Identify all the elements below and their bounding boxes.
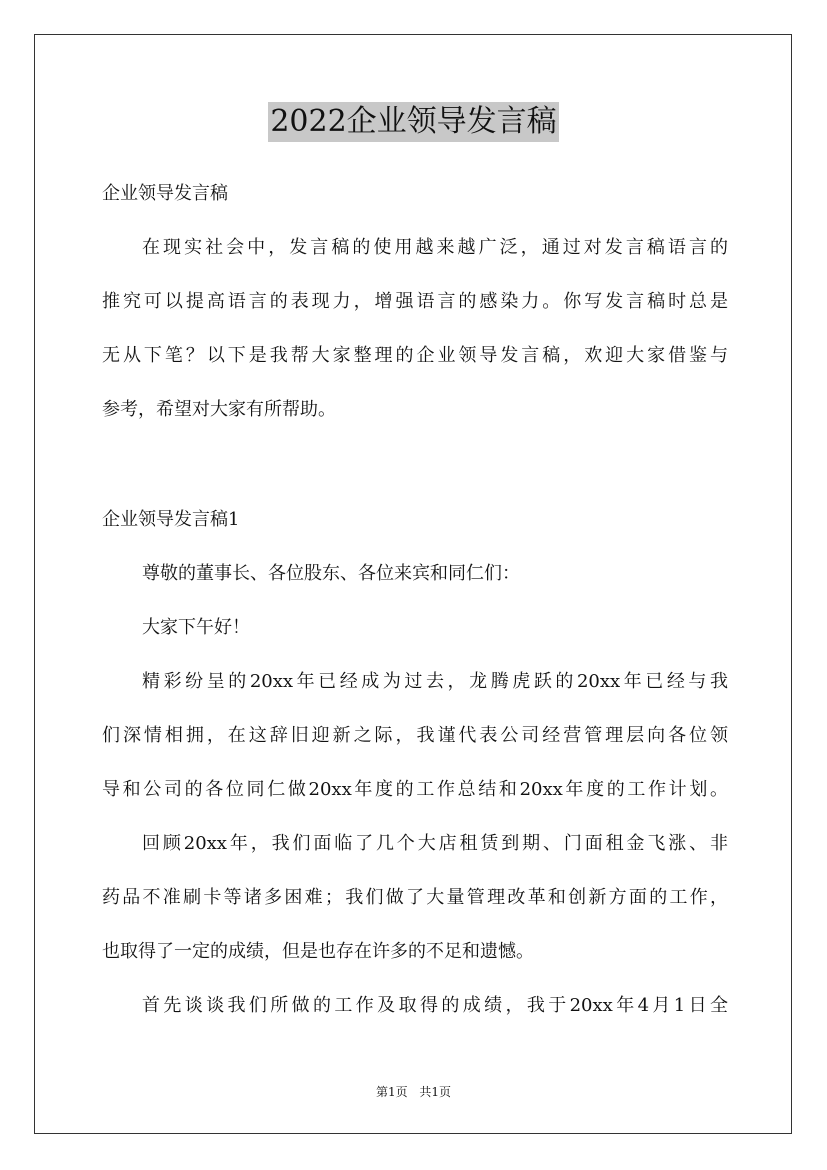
paragraph-line: 们深情相拥，在这辞旧迎新之际，我谨代表公司经营管理层向各位领 — [102, 725, 728, 746]
paragraph-line: 药品不准刷卡等诸多困难；我们做了大量管理改革和创新方面的工作， — [102, 887, 728, 908]
paragraph-line: 无从下笔？以下是我帮大家整理的企业领导发言稿，欢迎大家借鉴与 — [102, 345, 728, 366]
paragraph-line: 精彩纷呈的20xx年已经成为过去，龙腾虎跃的20xx年已经与我 — [142, 671, 728, 692]
page-total: 共1页 — [419, 1085, 452, 1099]
title-container — [0, 102, 827, 142]
salutation-line: 尊敬的董事长、各位股东、各位来宾和同仁们： — [142, 563, 520, 584]
page-number: 第1页 — [375, 1085, 408, 1099]
heading-line: 企业领导发言稿 — [102, 183, 228, 204]
page-footer — [0, 1084, 827, 1100]
paragraph-line: 在现实社会中，发言稿的使用越来越广泛，通过对发言稿语言的 — [142, 237, 728, 258]
paragraph-line: 回顾20xx年，我们面临了几个大店租赁到期、门面租金飞涨、非 — [142, 833, 728, 854]
paragraph-line: 首先谈谈我们所做的工作及取得的成绩，我于20xx年4月1日全 — [142, 995, 728, 1016]
paragraph-line: 导和公司的各位同仁做20xx年度的工作总结和20xx年度的工作计划。 — [102, 779, 728, 800]
paragraph-line: 参考，希望对大家有所帮助。 — [102, 399, 336, 420]
paragraph-line: 推究可以提高语言的表现力，增强语言的感染力。你写发言稿时总是 — [102, 291, 728, 312]
paragraph-line: 也取得了一定的成绩，但是也存在许多的不足和遗憾。 — [102, 941, 534, 962]
section-heading: 企业领导发言稿1 — [102, 509, 240, 530]
document-title: 2022企业领导发言稿 — [268, 102, 558, 142]
greeting-line: 大家下午好！ — [142, 617, 250, 638]
